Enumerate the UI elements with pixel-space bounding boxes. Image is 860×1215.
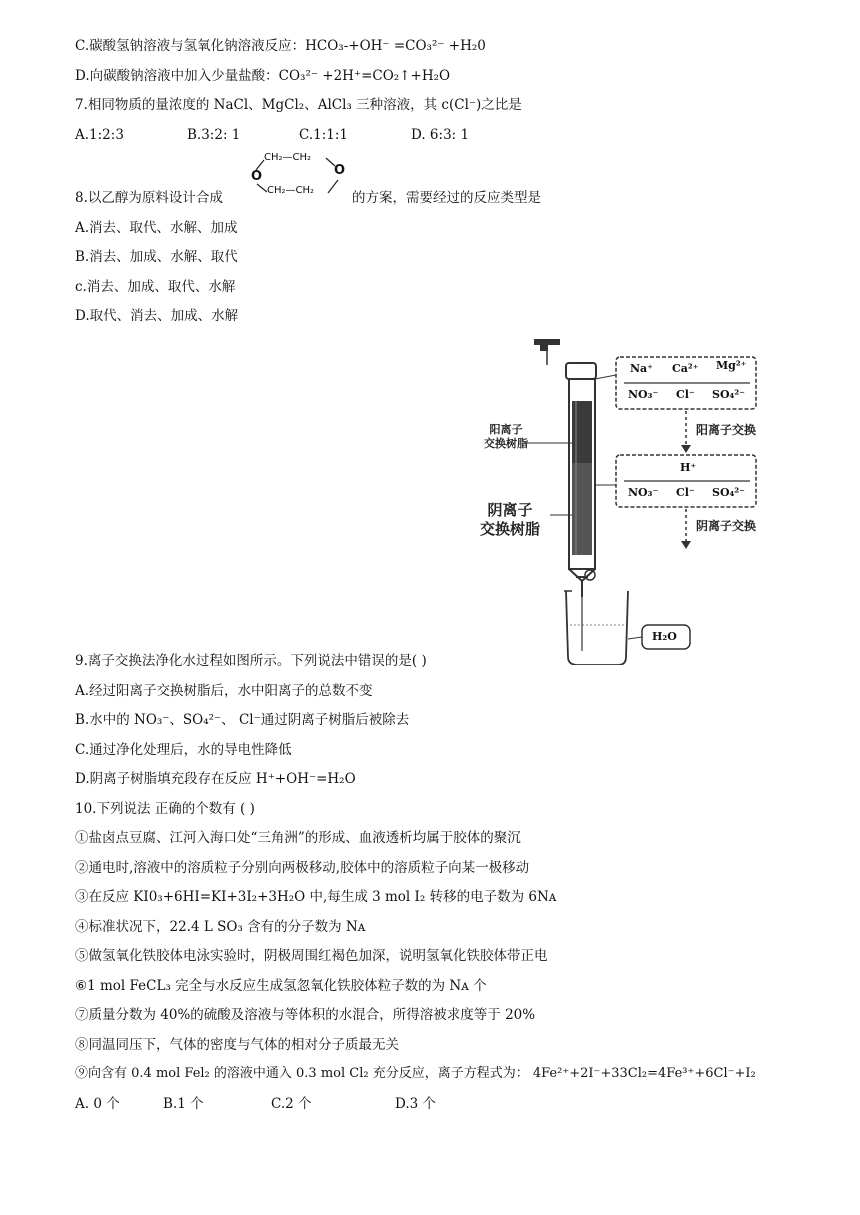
question-10-item-3: ③在反应 KI0₃+6HI=KI+3I₂+3H₂O 中,每生成 3 mol I₂ 转移的电子数为 6Nᴀ — [75, 889, 557, 905]
anion-exchange-label: 阴离子交换 — [696, 519, 757, 533]
question-10: 10.下列说法 正确的个数有 ( ) — [75, 801, 255, 817]
molecule-left-oxygen: O — [251, 169, 263, 184]
question-10-options — [75, 1095, 436, 1113]
box1-ion-na: Na⁺ — [630, 362, 653, 375]
question-10-item-4: ④标准状况下，22.4 L SO₃ 含有的分子数为 Nᴀ — [75, 919, 366, 935]
question-10-item-7: ⑦质量分数为 40%的硫酸及溶液与等体积的水混合，所得溶被求度等于 20% — [75, 1007, 536, 1023]
option-c-line: C.碳酸氢钠溶液与氢氧化钠溶液反应：HCO₃-+OH⁻ =CO₃²⁻ +H₂0 — [75, 38, 486, 54]
box2-ion-no3: NO₃⁻ — [628, 486, 659, 499]
option-d-line: D.向碳酸钠溶液中加入少量盐酸：CO₃²⁻ +2H⁺=CO₂↑+H₂O — [75, 68, 451, 84]
question-7: 7.相同物质的量浓度的 NaCl、MgCl₂、AlCl₃ 三种溶液，其 c(Cl⁻)之比是 — [75, 97, 522, 113]
molecule-top-chain: CH₂—CH₂ — [264, 152, 312, 163]
question-9-option-b: B.水中的 NO₃⁻、SO₄²⁻、 Cl⁻通过阴离子树脂后被除去 — [75, 712, 410, 728]
box1-ion-no3: NO₃⁻ — [628, 388, 659, 401]
box1-ion-so4: SO₄²⁻ — [712, 388, 745, 401]
dioxane-structure — [242, 148, 350, 208]
question-7-options — [75, 126, 523, 144]
option-a: A. 0 个 — [75, 1096, 120, 1112]
anion-resin-label-line1: 阴离子 — [487, 501, 533, 519]
option-a: A.1:2:3 — [75, 127, 124, 143]
question-9-option-a: A.经过阳离子交换树脂后，水中阳离子的总数不变 — [75, 683, 373, 699]
question-8-option-b: B.消去、加成、水解、取代 — [75, 249, 238, 265]
option-b: B.1 个 — [163, 1096, 204, 1112]
box2-ion-h: H⁺ — [680, 461, 697, 474]
question-9: 9.离子交换法净化水过程如图所示。下列说法中错误的是( ) — [75, 653, 427, 669]
question-8-prefix: 8.以乙醇为原料设计合成 — [75, 190, 223, 206]
question-10-item-6: ⑥1 mol FeCL₃ 完全与水反应生成氢忽氧化铁胶体粒子数的为 Nᴀ 个 — [75, 978, 487, 994]
question-10-item-1: ①盐卤点豆腐、江河入海口处“三角洲”的形成、血液透析均属于胶体的聚沉 — [75, 830, 521, 846]
molecule-right-oxygen: O — [334, 163, 346, 178]
cation-resin-label — [474, 423, 538, 451]
cation-exchange-label: 阳离子交换 — [696, 423, 757, 437]
apparatus-drawing — [468, 335, 798, 665]
ion-exchange-diagram — [468, 335, 798, 665]
question-9-option-d: D.阴离子树脂填充段存在反应 H⁺+OH⁻=H₂O — [75, 771, 356, 787]
box1-ion-ca: Ca²⁺ — [672, 362, 699, 375]
question-8-option-c: c.消去、加成、取代、水解 — [75, 279, 236, 295]
anion-resin-label — [468, 501, 552, 539]
beaker-water-label: H₂O — [652, 630, 677, 643]
question-10-item-8: ⑧同温同压下，气体的密度与气体的相对分子质最无关 — [75, 1037, 399, 1053]
option-d: D. 6:3: 1 — [411, 127, 470, 143]
question-10-item-9: ⑨向含有 0.4 mol Fel₂ 的溶液中通入 0.3 mol Cl₂ 充分反应，离子方程式为： 4Fe²⁺+2I⁻+33Cl₂=4Fe³⁺+6Cl⁻+I₂ — [75, 1066, 756, 1081]
cation-resin-label-line1: 阳离子 — [489, 423, 523, 436]
question-8-option-a: A.消去、取代、水解、加成 — [75, 220, 238, 236]
anion-resin-label-line2: 交换树脂 — [479, 520, 540, 538]
question-10-item-2: ②通电时,溶液中的溶质粒子分别向两极移动,胶体中的溶质粒子向某一极移动 — [75, 860, 530, 876]
question-8-option-d: D.取代、消去、加成、水解 — [75, 308, 239, 324]
box2-ion-so4: SO₄²⁻ — [712, 486, 745, 499]
box2-ion-cl: Cl⁻ — [676, 486, 695, 499]
option-d: D.3 个 — [395, 1096, 437, 1112]
question-9-option-c: C.通过净化处理后，水的导电性降低 — [75, 742, 292, 758]
cation-resin-label-line2: 交换树脂 — [484, 437, 528, 450]
question-10-item-5: ⑤做氢氧化铁胶体电泳实验时，阴极周围红褐色加深，说明氢氧化铁胶体带正电 — [75, 948, 548, 964]
option-c: C.2 个 — [271, 1096, 312, 1112]
molecule-bottom-chain: CH₂—CH₂ — [267, 185, 315, 196]
option-b: B.3:2: 1 — [187, 127, 241, 143]
box1-ion-cl: Cl⁻ — [676, 388, 695, 401]
box1-ion-mg: Mg²⁺ — [716, 359, 747, 372]
question-8-suffix: 的方案，需要经过的反应类型是 — [352, 190, 541, 206]
molecule-bonds — [242, 148, 350, 208]
option-c: C.1:1:1 — [299, 127, 349, 143]
